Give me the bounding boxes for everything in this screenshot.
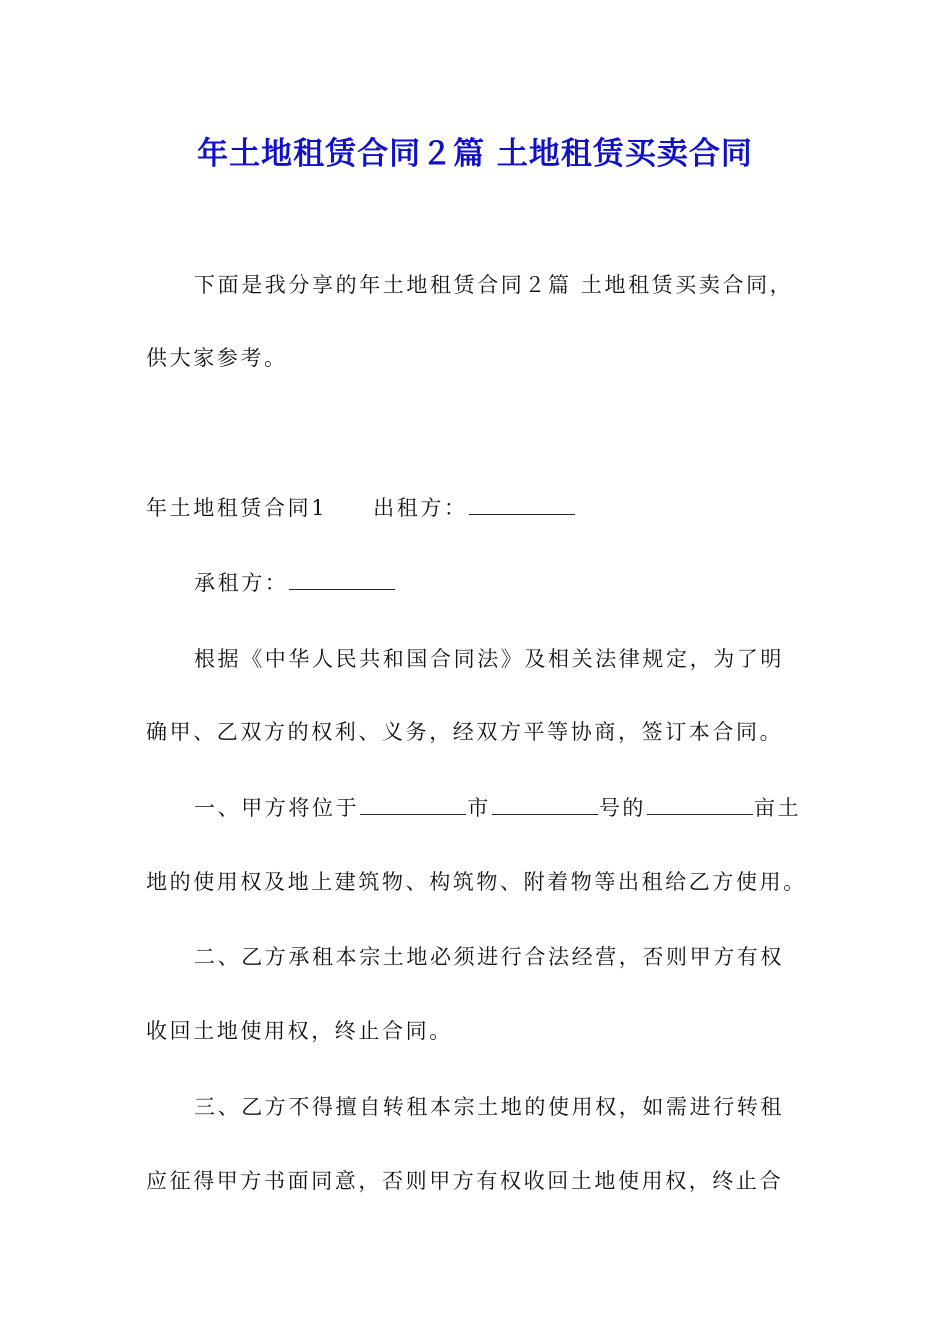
document-title: 年土地租赁合同２篇 土地租赁买卖合同 bbox=[197, 136, 753, 172]
lessee-blank bbox=[289, 569, 395, 590]
lessee-line bbox=[194, 568, 806, 598]
p2-number: 号的 bbox=[598, 796, 647, 820]
paragraph-2-line-2: 地的使用权及地上建筑物、构筑物、附着物等出租给乙方使用。 bbox=[146, 870, 807, 894]
lessor-blank bbox=[469, 494, 575, 515]
paragraph-3-line-2: 收回土地使用权，终止合同。 bbox=[146, 1019, 453, 1043]
p2-city: 市 bbox=[467, 796, 491, 820]
paragraph-4-line-1: 三、乙方不得擅自转租本宗土地的使用权，如需进行转租 bbox=[194, 1095, 784, 1119]
p2-prefix: 一、甲方将位于 bbox=[194, 796, 360, 820]
intro-line-1: 下面是我分享的年土地租赁合同２篇 土地租赁买卖合同， bbox=[194, 273, 794, 297]
intro-line-2: 供大家参考。 bbox=[146, 346, 288, 370]
paragraph-2-line-1 bbox=[194, 793, 806, 823]
contract-heading: 年土地租赁合同1 bbox=[146, 496, 328, 520]
area-blank bbox=[647, 794, 753, 815]
lessor-label: 出租方： bbox=[373, 496, 468, 520]
p2-unit: 亩土 bbox=[754, 796, 802, 820]
number-blank bbox=[492, 794, 598, 815]
location-blank bbox=[360, 794, 466, 815]
paragraph-1-line-2: 确甲、乙双方的权利、义务，经双方平等协商，签订本合同。 bbox=[146, 720, 784, 744]
paragraph-3-line-1: 二、乙方承租本宗土地必须进行合法经营，否则甲方有权 bbox=[194, 945, 784, 969]
paragraph-1-line-1: 根据《中华人民共和国合同法》及相关法律规定，为了明 bbox=[194, 647, 784, 671]
paragraph-4-line-2: 应征得甲方书面同意，否则甲方有权收回土地使用权，终止合 bbox=[146, 1169, 784, 1193]
lessee-label: 承租方： bbox=[194, 571, 289, 595]
contract-heading-line bbox=[146, 493, 806, 523]
